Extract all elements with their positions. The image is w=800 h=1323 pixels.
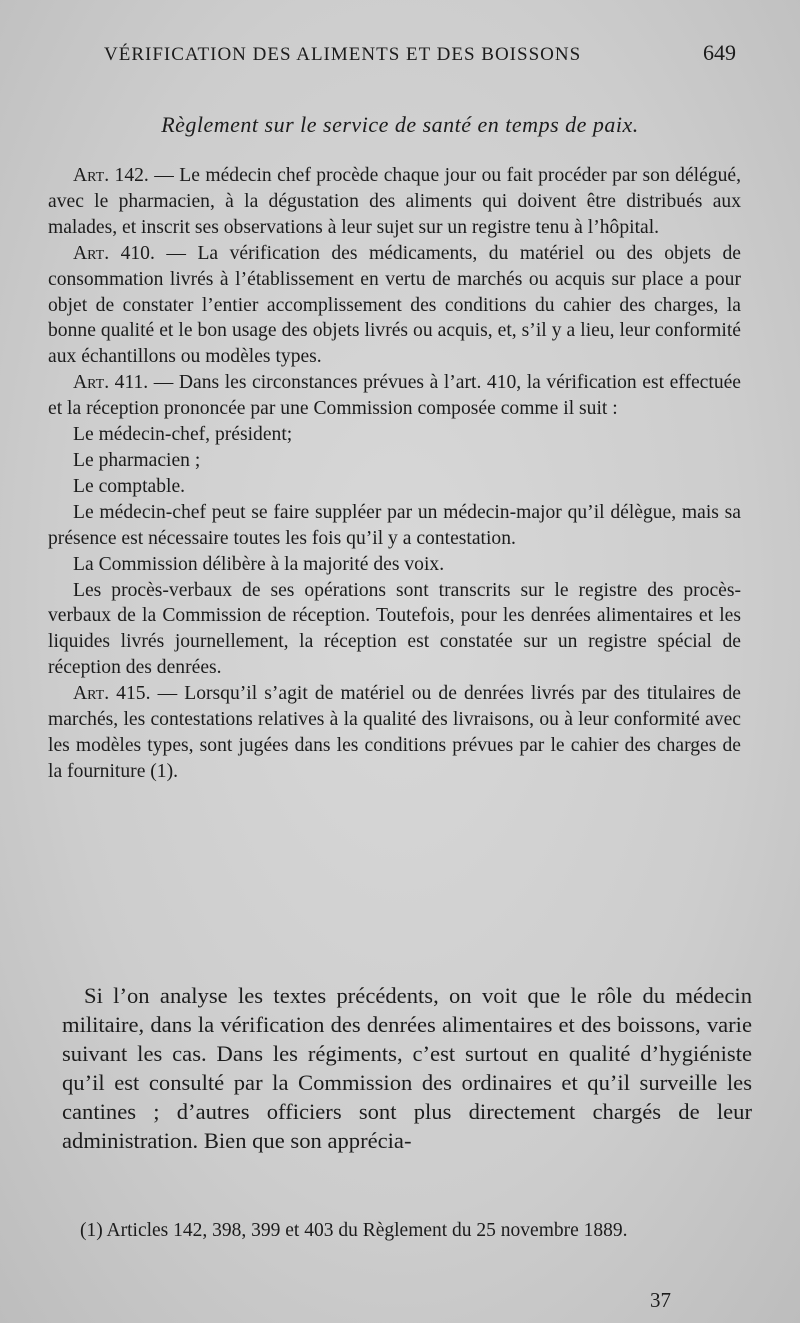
article-415 <box>48 681 741 785</box>
commission-member: Le pharmacien ; <box>73 449 201 471</box>
paragraph: La Commission délibère à la majorité des voix. <box>73 553 445 575</box>
article-410 <box>48 241 741 371</box>
article-text: — Lorsqu’il s’agit de matériel ou de denrées livrés par des titulaires de marchés, les contestations relatives à la qualité des livraisons, ou à leur conformité avec les modèles types, sont jugées dans les conditions prévues par le cahier des charges de la fourniture (1). <box>48 683 741 782</box>
running-header <box>104 40 736 66</box>
body-paragraph: Si l’on analyse les textes précédents, on voit que le rôle du médecin militaire, dans la vérification des denrées alimentaires et des boissons, varie suivant les cas. Dans les régiments, c’est surtout en qualité d’hygiéniste qu’il est consulté par la Commission des ordinaires et qu’il surveille les cantines ; d’autres officiers sont plus directement chargés de leur administration. Bien que son apprécia- <box>62 983 752 1153</box>
article-text: — Le médecin chef procède chaque jour ou fait procéder par son délégué, avec le pharmacien, à la dégustation des aliments qui doivent être distribués aux malades, et inscrit ses observations à leur sujet sur un registre tenu à l’hôpital. <box>48 165 741 238</box>
paragraph: Le médecin-chef peut se faire suppléer par un médecin-major qu’il délègue, mais sa présence est nécessaire toutes les fois qu’il y a contestation. <box>48 501 741 549</box>
article-label: Art. 415. <box>73 683 151 705</box>
main-text <box>62 981 752 1155</box>
article-label: Art. 411. <box>73 372 149 394</box>
footnote-text: (1) Articles 142, 398, 399 et 403 du Règlement du 25 novembre 1889. <box>80 1220 628 1241</box>
signature-mark: 37 <box>650 1288 671 1312</box>
article-text: — La vérification des médicaments, du matériel ou des objets de consommation livrés à l’établissement en vertu de marchés ou acquis sur place a pour objet de constater l’entier accomplissement des conditions du cahier des charges, la bonne qualité et le bon usage des objets livrés ou acquis, et, s’il y a lieu, leur conformité aux échantillons ou modèles types. <box>48 242 741 368</box>
section-subtitle: Règlement sur le service de santé en temps de paix. <box>161 112 639 137</box>
article-label: Art. 410. <box>73 242 155 264</box>
commission-member: Le médecin-chef, président; <box>73 424 293 446</box>
article-411 <box>48 370 741 422</box>
article-label: Art. 142. <box>73 165 149 186</box>
article-text: — Dans les circonstances prévues à l’art. 410, la vérification est effectuée et la réception prononcée par une Commission composée comme il suit : <box>48 372 742 420</box>
page-number: 649 <box>703 40 736 65</box>
article-142 <box>48 163 741 241</box>
commission-member: Le comptable. <box>73 475 186 497</box>
footnote <box>62 1218 752 1244</box>
running-title: VÉRIFICATION DES ALIMENTS ET DES BOISSONS <box>104 44 582 65</box>
regulation-excerpt <box>48 163 741 785</box>
paragraph: Les procès-verbaux de ses opérations sont transcrits sur le registre des procès-verbaux de la Commission de réception. Toutefois, pour les denrées alimentaires et les liquides livrés journellement, la réception est constatée sur un registre spécial de réception des denrées. <box>48 579 741 679</box>
